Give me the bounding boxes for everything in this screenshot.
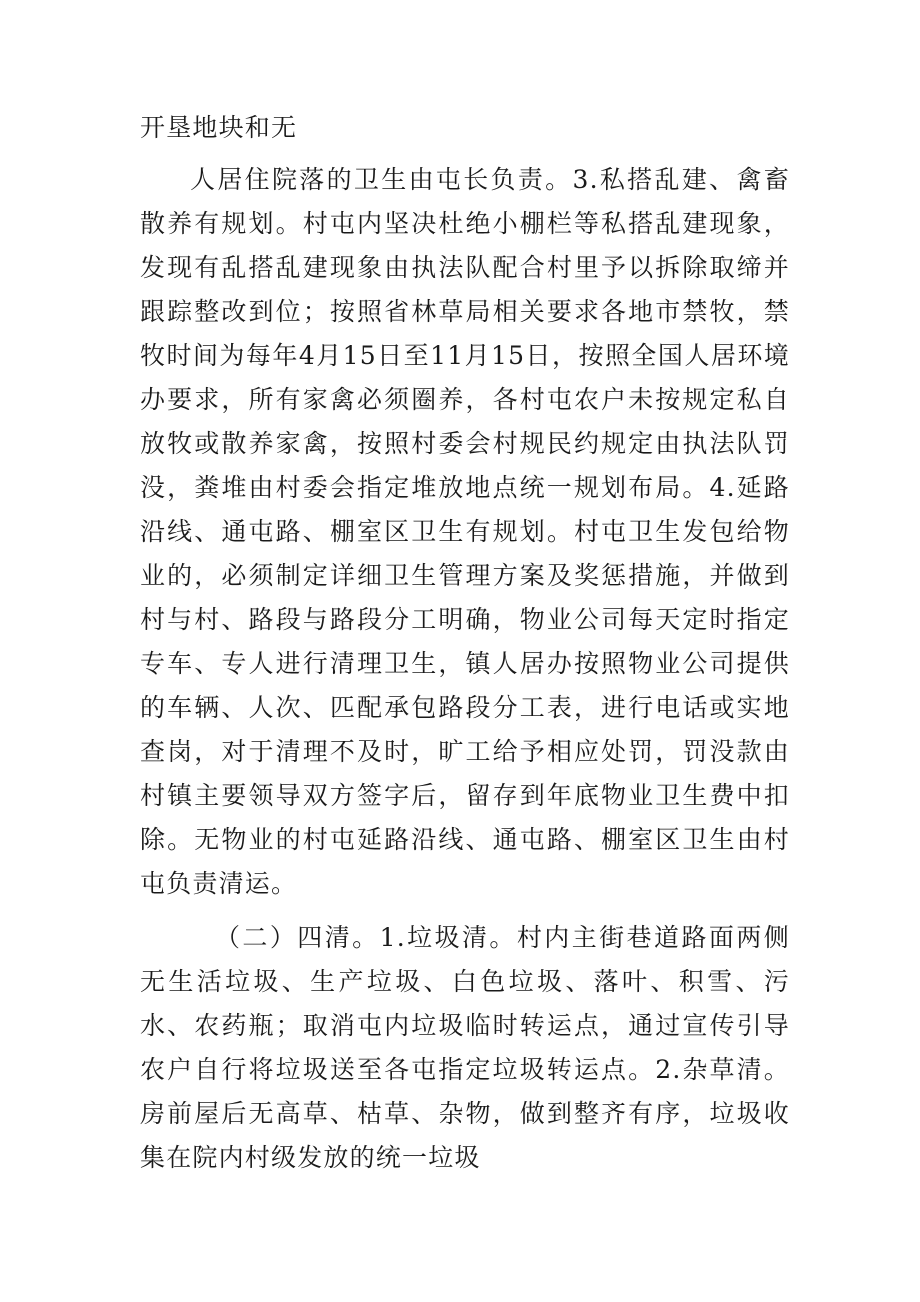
document-body — [140, 106, 790, 1180]
paragraph-four-cleans: （二）四清。1.垃圾清。村内主街巷道路面两侧无生活垃圾、生产垃圾、白色垃圾、落叶、积雪、污水、农药瓶；取消屯内垃圾临时转运点，通过宣传引导农户自行将垃圾送至各屯指定垃圾转运点。2.杂草清。房前屋后无高草、枯草、杂物，做到整齐有序，垃圾收集在院内村级发放的统一垃圾 — [140, 923, 790, 1172]
paragraph-hygiene-rules: 人居住院落的卫生由屯长负责。3.私搭乱建、禽畜散养有规划。村屯内坚决杜绝小棚栏等私搭乱建现象，发现有乱搭乱建现象由执法队配合村里予以拆除取缔并跟踪整改到位；按照省林草局相关要求各地市禁牧，禁牧时间为每年4月15日至11月15日，按照全国人居环境办要求，所有家禽必须圈养，各村屯农户未按规定私自放牧或散养家禽，按照村委会村规民约规定由执法队罚没，粪堆由村委会指定堆放地点统一规划布局。4.延路沿线、通屯路、棚室区卫生有规划。村屯卫生发包给物业的，必须制定详细卫生管理方案及奖惩措施，并做到村与村、路段与路段分工明确，物业公司每天定时指定专车、专人进行清理卫生，镇人居办按照物业公司提供的车辆、人次、匹配承包路段分工表，进行电话或实地查岗，对于清理不及时，旷工给予相应处罚，罚没款由村镇主要领导双方签字后，留存到年底物业卫生费中扣除。无物业的村屯延路沿线、通屯路、棚室区卫生由村屯负责清运。 — [140, 165, 790, 898]
paragraph-fragment: 开垦地块和无 — [140, 113, 298, 142]
